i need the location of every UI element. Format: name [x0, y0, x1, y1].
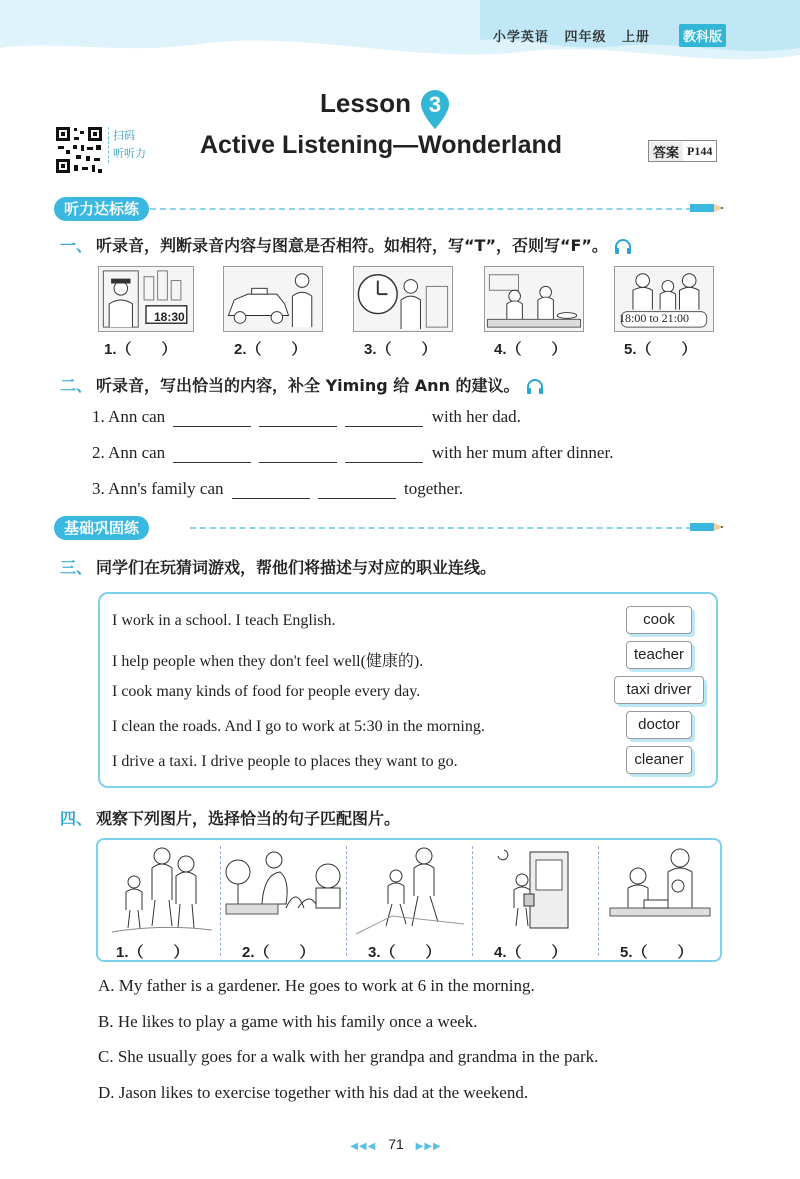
- picture-divider: [598, 846, 599, 956]
- blank-field[interactable]: [259, 447, 337, 463]
- q4-picture-2: [224, 846, 342, 936]
- q2-line-3: [92, 479, 463, 499]
- job-cook[interactable]: cook: [626, 606, 692, 634]
- q3-description-4: I clean the roads. And I go to work at 5:30 in the morning.: [112, 718, 485, 735]
- lesson-number: 3: [428, 92, 442, 117]
- section-listening: 听力达标练: [54, 197, 149, 221]
- scan-to-listen: [108, 127, 156, 163]
- answer-page: P144: [687, 143, 713, 158]
- section-basic: 基础巩固练: [54, 516, 149, 540]
- q1-answer-4[interactable]: 4.（ ）: [494, 341, 567, 358]
- pencil-icon: [690, 521, 724, 533]
- qr-code-icon[interactable]: [54, 125, 104, 175]
- picture-divider: [346, 846, 347, 956]
- q1-picture-4: [484, 266, 584, 332]
- job-taxi-driver[interactable]: taxi driver: [614, 676, 704, 704]
- q1-answer-1[interactable]: 1.（ ）: [104, 341, 177, 358]
- q4-answer-2[interactable]: 2.（ ）: [242, 944, 315, 961]
- q3-description-5: I drive a taxi. I drive people to places they want to go.: [112, 753, 458, 770]
- job-doctor[interactable]: doctor: [626, 711, 692, 739]
- q4-option-d: D. Jason likes to exercise together with his dad at the weekend.: [98, 1083, 529, 1102]
- q1-picture-2: [223, 266, 323, 332]
- picture-divider: [472, 846, 473, 956]
- q1-text: 听录音，判断录音内容与图意是否相符。如相符，写“T”，否则写“F”。: [96, 236, 608, 255]
- q2-line-1-prefix: 1. Ann can: [92, 407, 166, 426]
- page-number: [336, 1136, 456, 1152]
- q4-number: 四、: [60, 809, 93, 828]
- q1-time-range: 18:00 to 21:00: [619, 311, 690, 325]
- q1-number: 一、: [60, 236, 93, 255]
- q4-option-a: A. My father is a gardener. He goes to work at 6 in the morning.: [98, 976, 535, 995]
- q4-picture-1: [110, 846, 214, 936]
- header-subject: 小学英语: [492, 30, 549, 45]
- arrow-right-icon: ▶▶▶: [415, 1141, 442, 1152]
- q1-answer-3[interactable]: 3.（ ）: [364, 341, 437, 358]
- q3-instruction: [60, 555, 496, 578]
- headphone-icon[interactable]: [526, 379, 544, 395]
- headphone-icon[interactable]: [614, 239, 632, 255]
- lesson-title: Active Listening—Wonderland: [200, 131, 563, 159]
- header-edition: 教科版: [679, 24, 726, 47]
- q3-number: 三、: [60, 558, 93, 577]
- picture-divider: [220, 846, 221, 956]
- blank-field[interactable]: [345, 447, 423, 463]
- q2-line-3-prefix: 3. Ann's family can: [92, 479, 224, 498]
- blank-field[interactable]: [173, 411, 251, 427]
- job-cleaner[interactable]: cleaner: [626, 746, 692, 774]
- scan-line-2: 听听力: [113, 147, 146, 160]
- pencil-icon: [690, 202, 724, 214]
- section-divider: [190, 527, 692, 529]
- q4-option-c: C. She usually goes for a walk with her grandpa and grandma in the park.: [98, 1047, 599, 1066]
- blank-field[interactable]: [259, 411, 337, 427]
- q1-answer-5[interactable]: 5.（ ）: [624, 341, 697, 358]
- section-divider: [150, 208, 692, 210]
- q2-text: 听录音，写出恰当的内容，补全 Yiming 给 Ann 的建议。: [96, 376, 520, 395]
- blank-field[interactable]: [173, 447, 251, 463]
- q2-instruction: [60, 373, 544, 396]
- q4-answer-4[interactable]: 4.（ ）: [494, 944, 567, 961]
- q4-picture-5: [604, 846, 718, 936]
- q4-answer-5[interactable]: 5.（ ）: [620, 944, 693, 961]
- q1-instruction: [60, 233, 632, 256]
- blank-field[interactable]: [318, 483, 396, 499]
- blank-field[interactable]: [345, 411, 423, 427]
- q2-line-2: [92, 443, 613, 463]
- q2-line-1: [92, 407, 521, 427]
- q3-description-1: I work in a school. I teach English.: [112, 612, 336, 629]
- q3-text: 同学们在玩猜词游戏，帮他们将描述与对应的职业连线。: [96, 558, 497, 577]
- answer-label: 答案: [649, 142, 683, 161]
- q1-picture-3: [353, 266, 453, 332]
- q2-line-3-suffix: together.: [403, 479, 463, 498]
- header-grade: 四年级: [564, 30, 607, 45]
- q4-picture-4: [478, 846, 594, 936]
- header-term: 上册: [621, 30, 650, 45]
- q4-answer-3[interactable]: 3.（ ）: [368, 944, 441, 961]
- header-book-info: [483, 26, 650, 45]
- q4-instruction: [60, 806, 400, 829]
- lesson-label: Lesson: [320, 88, 412, 118]
- scan-line-1: 扫码: [113, 129, 135, 142]
- page-number-value: 71: [388, 1136, 404, 1152]
- arrow-left-icon: ◀◀◀: [350, 1141, 377, 1152]
- job-teacher[interactable]: teacher: [626, 641, 692, 669]
- q4-picture-3: [352, 846, 468, 936]
- q4-answer-1[interactable]: 1.（ ）: [116, 944, 189, 961]
- q3-description-2: I help people when they don't feel well(健康的).: [112, 653, 424, 670]
- q4-text: 观察下列图片，选择恰当的句子匹配图片。: [96, 809, 401, 828]
- q1-answer-2[interactable]: 2.（ ）: [234, 341, 307, 358]
- q3-description-3: I cook many kinds of food for people every day.: [112, 683, 421, 700]
- answer-reference: [648, 140, 717, 162]
- q2-number: 二、: [60, 376, 93, 395]
- q2-line-2-prefix: 2. Ann can: [92, 443, 166, 462]
- q4-option-b: B. He likes to play a game with his family once a week.: [98, 1012, 478, 1031]
- q2-line-2-suffix: with her mum after dinner.: [431, 443, 614, 462]
- blank-field[interactable]: [232, 483, 310, 499]
- q2-line-1-suffix: with her dad.: [431, 407, 521, 426]
- q1-clock-display: 18:30: [154, 310, 185, 324]
